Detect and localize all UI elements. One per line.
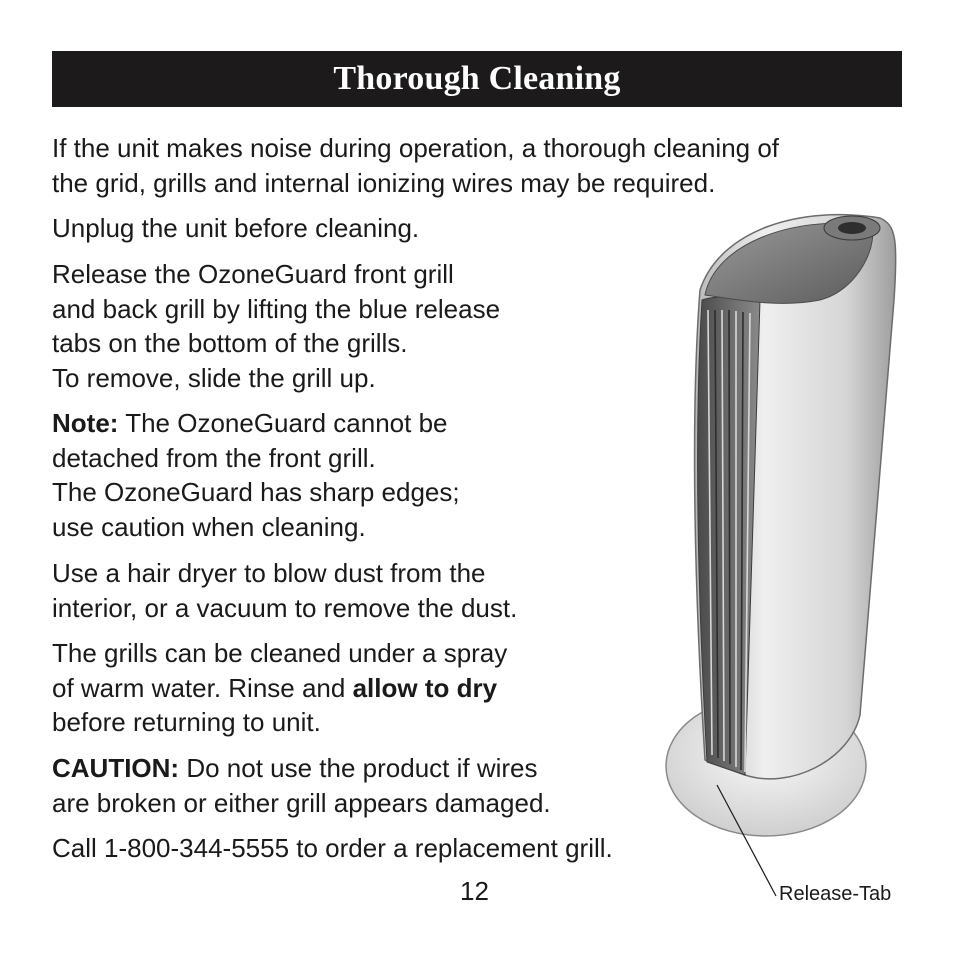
caution-paragraph: [52, 751, 551, 820]
dust-line-2: interior, or a vacuum to remove the dust.: [52, 592, 518, 623]
note-line-2: detached from the front grill.: [52, 442, 376, 473]
release-grill-paragraph: [52, 257, 500, 395]
note-label: Note:: [52, 408, 119, 438]
title-bar: [52, 51, 902, 107]
release-line-1: Release the OzoneGuard front grill: [52, 259, 454, 289]
release-line-2: and back grill by lifting the blue release: [52, 293, 501, 324]
rinse-line-3: before returning to unit.: [52, 707, 321, 737]
note-paragraph: [52, 406, 460, 544]
note-line-4: use caution when cleaning.: [52, 511, 366, 542]
intro-line-1: If the unit makes noise during operation, a thorough cleaning of: [52, 133, 780, 163]
page-title: Thorough Cleaning: [333, 60, 621, 97]
page-number: 12: [460, 876, 489, 906]
order-paragraph: Call 1-800-344-5555 to order a replacement grill.: [52, 833, 613, 863]
unplug-paragraph: Unplug the unit before cleaning.: [52, 213, 420, 243]
note-line-1: The OzoneGuard cannot be: [118, 408, 448, 438]
dust-paragraph: [52, 556, 517, 625]
intro-paragraph: [52, 131, 779, 200]
release-tab-label: Release-Tab: [779, 883, 892, 905]
rinse-paragraph: [52, 636, 507, 740]
dust-line-1: Use a hair dryer to blow dust from the: [52, 558, 486, 588]
air-purifier-illustration: [650, 195, 900, 905]
rinse-line-2b: allow to dry: [352, 672, 498, 703]
caution-label: CAUTION:: [52, 753, 180, 783]
release-line-3: tabs on the bottom of the grills.: [52, 328, 408, 358]
rinse-line-2a: of warm water. Rinse and: [52, 672, 353, 703]
note-line-3: The OzoneGuard has sharp edges;: [52, 477, 460, 507]
caution-line-2: are broken or either grill appears damaged.: [52, 787, 551, 818]
caution-line-1: Do not use the product if wires: [179, 753, 538, 783]
intro-line-2: the grid, grills and internal ionizing wires may be required.: [52, 167, 716, 198]
rinse-line-1: The grills can be cleaned under a spray: [52, 638, 508, 668]
release-line-4: To remove, slide the grill up.: [52, 362, 376, 393]
